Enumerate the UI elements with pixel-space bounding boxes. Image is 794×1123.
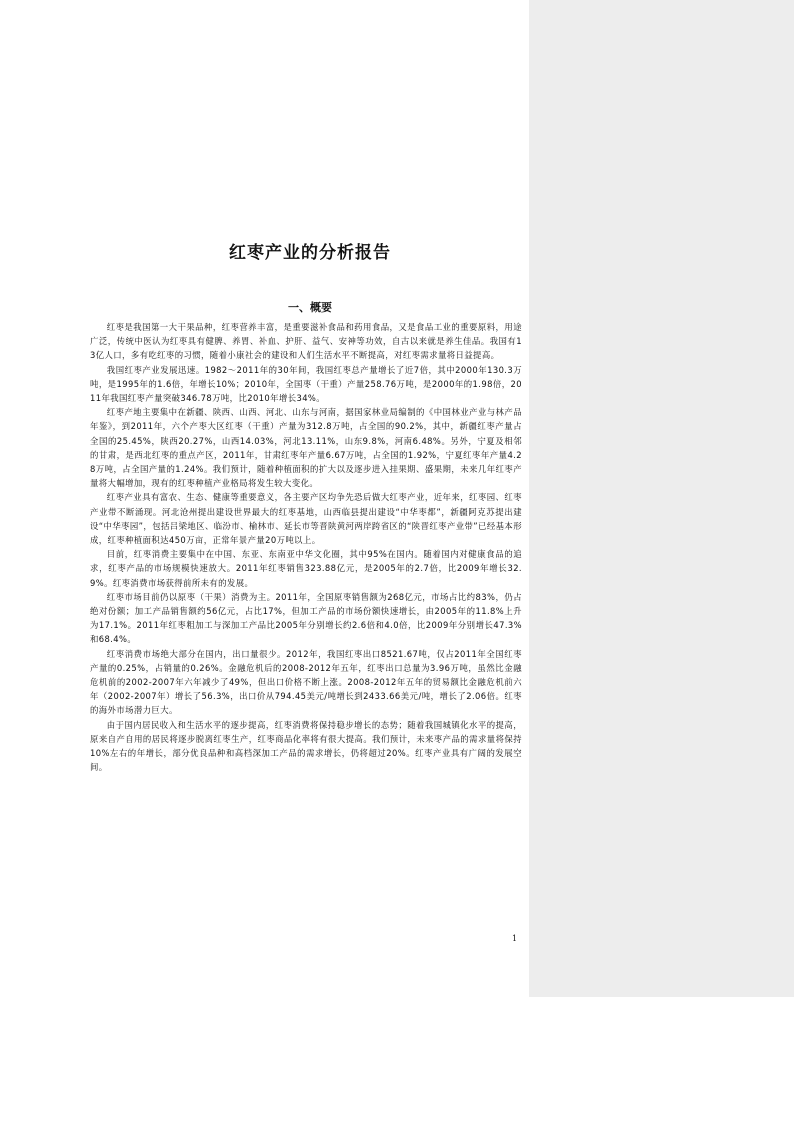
paragraph: 我国红枣产业发展迅速。1982～2011年的30年间，我国红枣总产量增长了近7倍，其中2000年130.3万吨，是1995年的1.6倍，年增长10%；2010年，全国枣（干重）产量258.76万吨，是2000年的1.98倍，2011年我国红枣产量突破346.78万吨，比2010年增长34%。 xyxy=(90,364,522,404)
page-title: 红枣产业的分析报告 xyxy=(229,243,391,263)
page-number: 1 xyxy=(512,934,518,943)
paragraph: 红枣是我国第一大干果品种，红枣营养丰富，是重要滋补食品和药用食品，又是食品工业的重要原料，用途广泛，传统中医认为红枣具有健脾、养胃、补血、护肝、益气、安神等功效，自古以来就是养生佳品。我国有13亿人口，多有吃红枣的习惯，随着小康社会的建设和人们生活水平不断提高，对红枣需求量将日益提高。 xyxy=(90,322,522,361)
section-heading: 一、概要 xyxy=(288,301,332,314)
paragraph: 红枣消费市场绝大部分在国内，出口量很少。2012年，我国红枣出口8521.67吨，仅占2011年全国红枣产量的0.25%，占销量的0.26%。金融危机后的2008-2012年五年，红枣出口总量为3.96万吨，虽然比金融危机前的2002-2007年六年减少了49%，但出口价格不断上涨。2008-2012年五年的贸易额比金融危机前六年（2002-2007年）增长了56.3%，出口价从794.45美元/吨增长到2433.66美元/吨，增长了2.06倍。红枣的海外市场潜力巨大。 xyxy=(90,648,522,716)
comment-pane xyxy=(529,0,794,997)
paragraph: 红枣产业具有富农、生态、健康等重要意义，各主要产区均争先恐后做大红枣产业，近年来，红枣园、红枣产业带不断涌现。河北沧州提出建设世界最大的红枣基地，山西临县提出建设“中华枣都”，新疆阿克苏提出建设“中华枣园”，包括吕梁地区、临汾市、榆林市、延长市等晋陕黄河两岸跨省区的“陕晋红枣产业带”已经基本形成，红枣种植面积达450万亩，正常年景产量20万吨以上。 xyxy=(90,492,522,546)
paragraph: 红枣市场目前仍以原枣（干果）消费为主。2011年，全国原枣销售额为268亿元，市场占比约83%，仍占绝对份额；加工产品销售额约56亿元，占比17%，但加工产品的市场份额快速增长，由2005年的11.8%上升为17.1%。2011年红枣粗加工与深加工产品比2005年分别增长约2.6倍和4.0倍，比2009年分别增长47.3%和68.4%。 xyxy=(90,591,522,645)
body-text xyxy=(90,320,522,775)
paragraph: 红枣产地主要集中在新疆、陕西、山西、河北、山东与河南，据国家林业局编制的《中国林业产业与林产品年鉴》，到2011年，六个产枣大区红枣（干重）产量为312.8万吨，占全国的90.2%，其中，新疆红枣产量占全国的25.45%，陕西20.27%，山西14.03%，河北13.11%，山东9.8%，河南6.48%。另外，宁夏及相邻的甘肃，是西北红枣的重点产区，2011年，甘肃红枣年产量6.67万吨，占全国的1.92%，宁夏红枣年产量4.28万吨，占全国产量的1.24%。我们预计，随着种植面积的扩大以及逐步进入挂果期、盛果期，未来几年红枣产量将大幅增加，现有的红枣种植产业格局将发生较大变化。 xyxy=(90,407,522,489)
paragraph: 由于国内居民收入和生活水平的逐步提高，红枣消费将保持稳步增长的态势；随着我国城镇化水平的提高，原来自产自用的居民将逐步脱离红枣生产，红枣商品化率将有很大提高。我们预计，未来枣产品的需求量将保持10%左右的年增长，部分优良品种和高档深加工产品的需求增长，仍将超过20%。红枣产业具有广阔的发展空间。 xyxy=(90,719,522,773)
paragraph: 目前，红枣消费主要集中在中国、东亚、东南亚中华文化圈，其中95%在国内。随着国内对健康食品的追求，红枣产品的市场规模快速放大。2011年红枣销售323.88亿元，是2005年的2.7倍，比2009年增长32.9%。红枣消费市场获得前所未有的发展。 xyxy=(90,549,522,588)
